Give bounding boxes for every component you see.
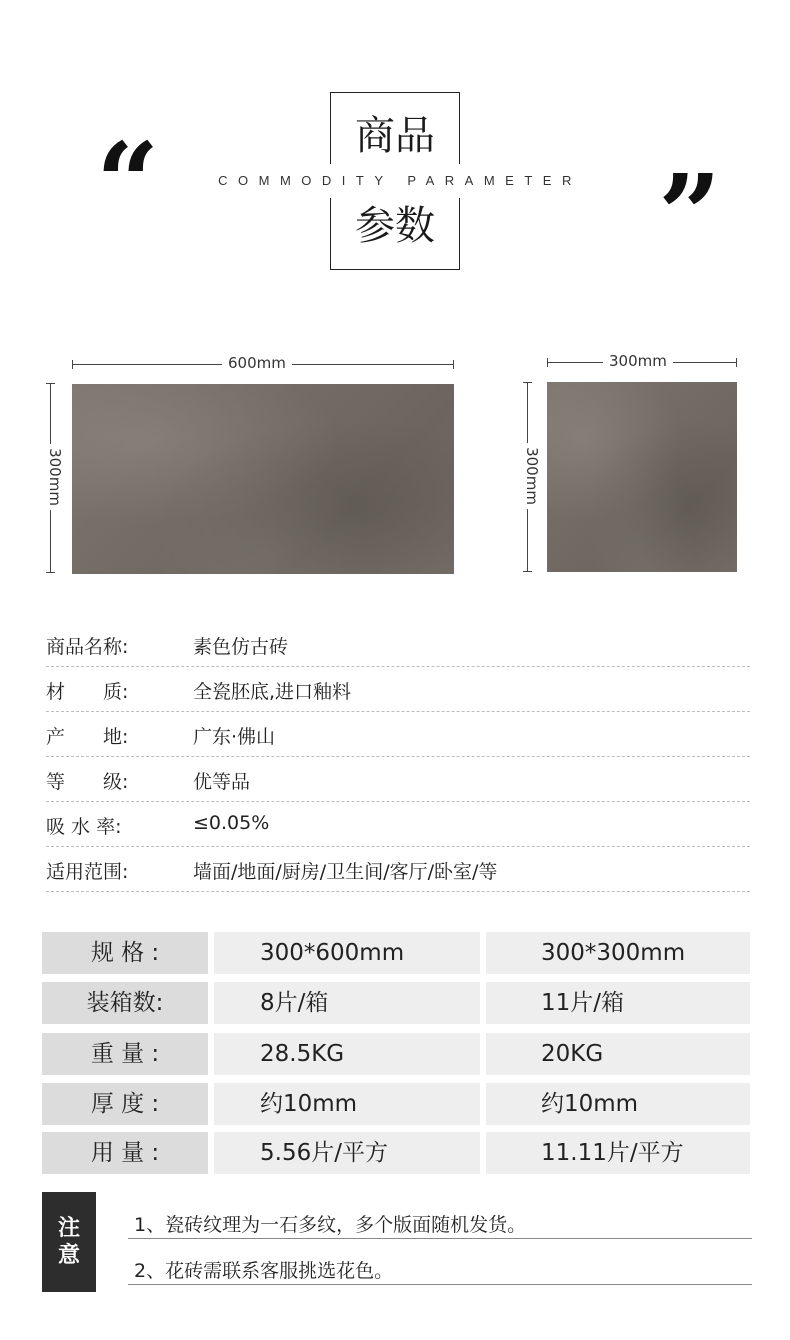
- title-line-1: 商品: [355, 113, 435, 159]
- param-label: 等 级:: [46, 771, 129, 793]
- param-row-absorption: [46, 802, 750, 847]
- spec-value-300x300: 20KG: [486, 1033, 750, 1075]
- notice-item: 2、花砖需联系客服挑选花色。: [134, 1260, 394, 1282]
- spec-value-300x300: 300*300mm: [486, 932, 750, 974]
- notice-divider: [128, 1284, 752, 1285]
- notice-item: 1、瓷砖纹理为一石多纹，多个版面随机发货。: [134, 1214, 527, 1236]
- param-row-origin: [46, 712, 750, 757]
- spec-label: 用 量 :: [42, 1132, 208, 1174]
- notice-badge-char: 意: [57, 1243, 80, 1268]
- large-tile-height-label: 300mm: [46, 444, 64, 510]
- notice-badge-char: 注: [57, 1215, 80, 1241]
- param-label: 产 地:: [46, 726, 129, 748]
- notice-badge: [42, 1192, 96, 1292]
- large-tile-image: [72, 384, 454, 574]
- spec-label: 规 格 :: [42, 932, 208, 974]
- param-value: ≤0.05%: [193, 812, 270, 834]
- spec-label: 厚 度 :: [42, 1083, 208, 1125]
- title-line-2: 参数: [355, 203, 435, 249]
- param-label: 吸 水 率:: [46, 816, 122, 838]
- large-tile-width-label: 600mm: [222, 354, 292, 372]
- dim-tick: [523, 571, 532, 572]
- param-row-grade: [46, 757, 750, 802]
- spec-value-300x600: 8片/箱: [214, 982, 480, 1024]
- param-value: 全瓷胚底,进口釉料: [193, 681, 352, 703]
- spec-value-300x600: 300*600mm: [214, 932, 480, 974]
- dim-tick: [736, 358, 737, 367]
- param-value: 广东·佛山: [193, 726, 276, 748]
- spec-value-300x600: 5.56片/平方: [214, 1132, 480, 1174]
- param-row-usage-scope: [46, 847, 750, 892]
- notice-divider: [128, 1238, 752, 1239]
- param-value: 墙面/地面/厨房/卫生间/客厅/卧室/等: [193, 861, 498, 883]
- param-value: 素色仿古砖: [193, 636, 289, 658]
- small-tile-image: [547, 382, 737, 572]
- param-label: 适用范围:: [46, 861, 129, 883]
- param-value: 优等品: [193, 771, 251, 793]
- param-label: 商品名称:: [46, 636, 129, 658]
- spec-label: 装箱数:: [42, 982, 208, 1024]
- spec-value-300x300: 11.11片/平方: [486, 1132, 750, 1174]
- small-tile-width-label: 300mm: [603, 352, 673, 370]
- dim-tick: [46, 572, 55, 573]
- param-row-name: [46, 622, 750, 667]
- spec-value-300x600: 约10mm: [214, 1083, 480, 1125]
- spec-label: 重 量 :: [42, 1033, 208, 1075]
- subtitle-english: COMMODITY PARAMETER: [218, 173, 582, 188]
- spec-value-300x300: 11片/箱: [486, 982, 750, 1024]
- close-quote-mark: ”: [658, 150, 722, 279]
- spec-value-300x600: 28.5KG: [214, 1033, 480, 1075]
- small-tile-height-label: 300mm: [523, 443, 541, 509]
- spec-value-300x300: 约10mm: [486, 1083, 750, 1125]
- dim-tick: [453, 360, 454, 369]
- open-quote-mark: “: [96, 118, 160, 247]
- param-label: 材 质:: [46, 681, 129, 703]
- param-row-material: [46, 667, 750, 712]
